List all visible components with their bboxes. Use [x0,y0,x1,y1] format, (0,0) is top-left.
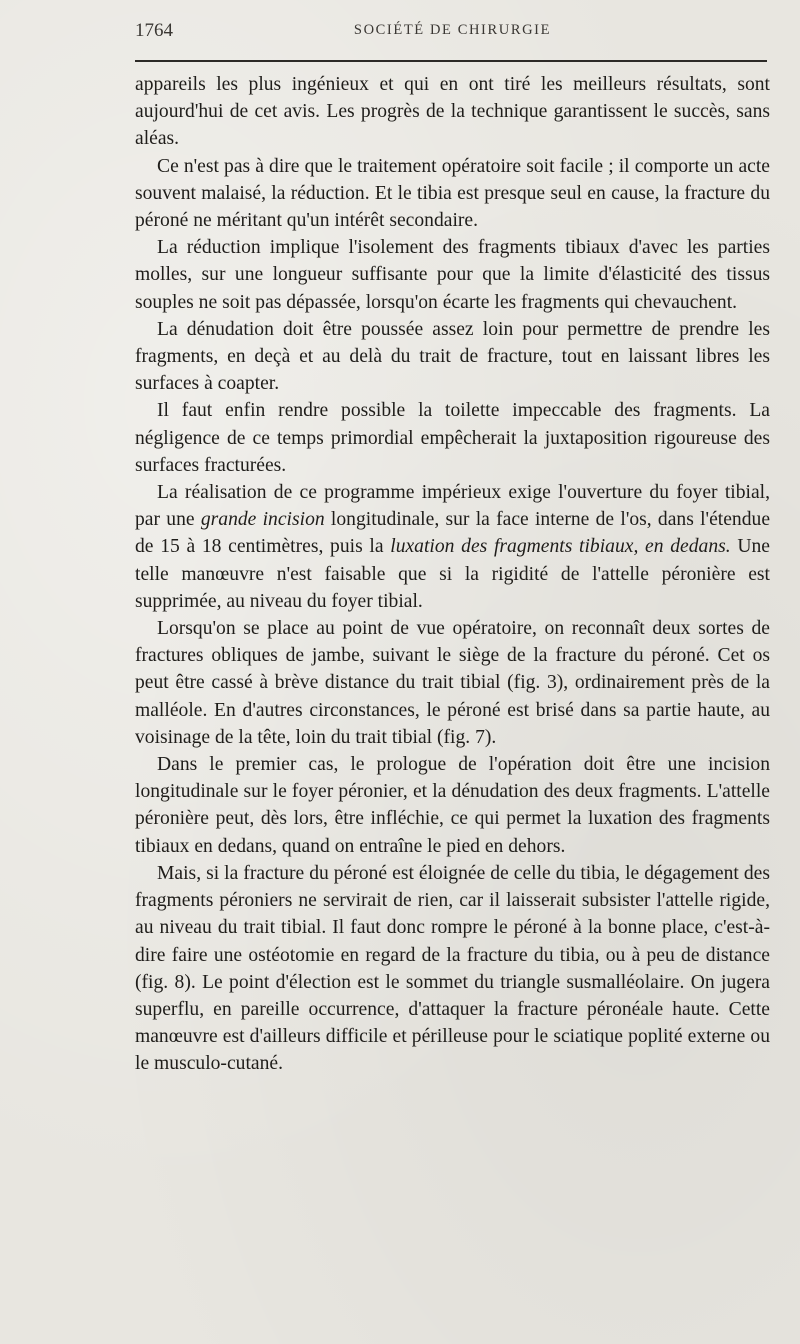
paragraph-3: La réduction implique l'isolement des fragments tibiaux d'avec les parties molles, sur une longueur suffisante pour que la limite d'élasticité des tissus souples ne soit pas dépassée, lorsqu'on écarte les fragments qui chevauchent. [135,237,770,313]
page-header [135,18,770,42]
running-head: SOCIÉTÉ DE CHIRURGIE [353,22,552,38]
paragraph-1: appareils les plus ingénieux et qui en ont tiré les meilleurs résultats, sont aujourd'hui de cet avis. Les progrès de la technique garantissent le succès, sans aléas. [135,74,770,150]
paragraph-4: La dénudation doit être poussée assez loin pour permettre de prendre les fragments, en deçà et au delà du trait de fracture, tout en laissant libres les surfaces à coapter. [135,318,770,395]
paragraph-5: Il faut enfin rendre possible la toilette impeccable des fragments. La négligence de ce temps primordial empêcherait la juxtaposition rigoureuse des surfaces fracturées. [135,400,770,476]
body-text [135,71,770,1078]
paragraph-6: La réalisation de ce programme impérieux exige l'ouverture du foyer tibial, par une grande incision longitudinale, sur la face interne de l'os, dans l'étendue de 15 à 18 centimètres, puis la luxation des fragments tibiaux, en dedans. Une telle manœuvre n'est faisable que si la rigidité de l'attelle péronière est supprimée, au niveau du foyer tibial. [135,482,771,612]
italic-phrase: grande incision [200,509,325,531]
paragraph-2: Ce n'est pas à dire que le traitement opératoire soit facile ; il comporte un acte souvent malaisé, la réduction. Et le tibia est presque seul en cause, la fracture du péroné ne méritant qu'un intérêt secondaire. [135,155,770,232]
paragraph-8: Dans le premier cas, le prologue de l'opération doit être une incision longitudinale sur le foyer péronier, et la dénudation des deux fragments. L'attelle péronière peut, dès lors, être infléchie, ce qui permet la luxation des fragments tibiaux en dedans, quand on entraîne le pied en dehors. [135,754,770,857]
paragraph-9: Mais, si la fracture du péroné est éloignée de celle du tibia, le dégagement des fragments péroniers ne servirait de rien, car il laisserait subsister l'attelle rigide, au niveau du trait tibial. Il faut donc rompre le péroné à la bonne place, c'est-à-dire faire une ostéotomie en regard de la fracture du tibia, ou à peu de distance (fig. 8). Le point d'élection est le sommet du triangle susmalléolaire. On jugera superflu, en pareille occurrence, d'attaquer la fracture péronéale haute. Cette manœuvre est d'ailleurs difficile et périlleuse pour le sciatique poplité externe ou le musculo-cutané. [135,862,770,1075]
page-number: 1764 [135,20,173,41]
paragraph-7: Lorsqu'on se place au point de vue opératoire, on reconnaît deux sortes de fractures obliques de jambe, suivant le siège de la fracture du péroné. Cet os peut être cassé à brève distance du trait tibial (fig. 3), ordinairement près de la malléole. En d'autres circonstances, le péroné est brisé dans sa partie haute, au voisinage de la tête, loin du trait tibial (fig. 7). [135,618,770,748]
italic-phrase: luxation des fragments tibiaux, en dedans. [390,536,731,558]
header-rule [135,60,767,62]
